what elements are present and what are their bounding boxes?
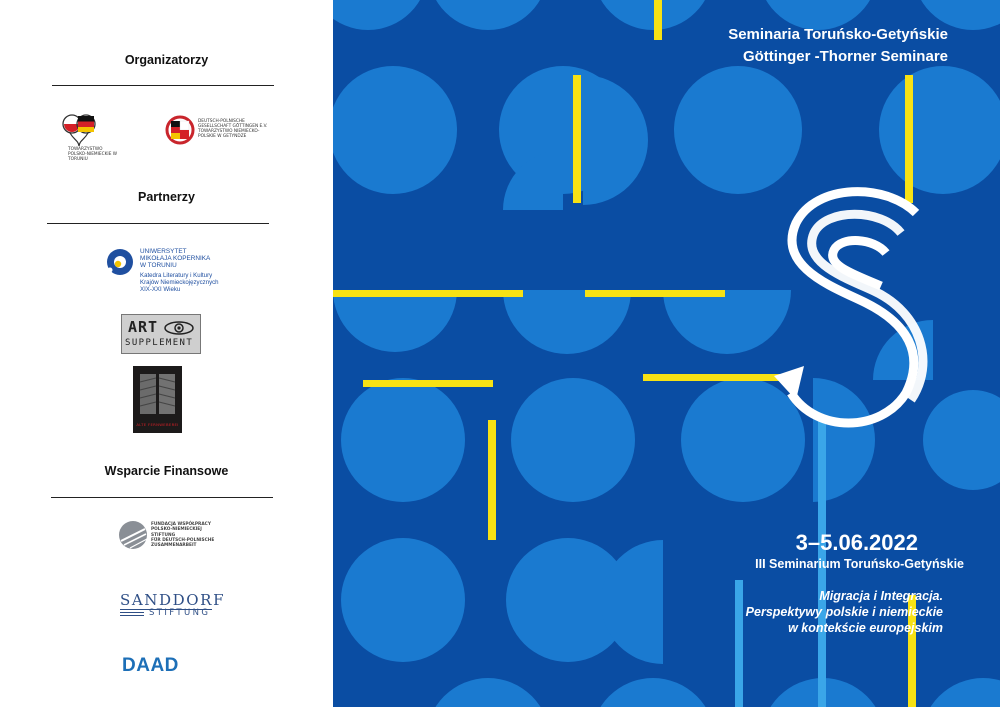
divider [51, 497, 273, 498]
tpn-logo [58, 110, 118, 165]
umk-logo [105, 245, 245, 295]
sanddorf-title: SANDDORF [120, 591, 226, 609]
umk-line1: UNIWERSYTET [140, 248, 187, 255]
fwpn-line5: ZUSAMMENARBEIT [151, 543, 197, 548]
poster-topic-line1: Migracja i Integracja. [819, 589, 943, 603]
sanddorf-rule [120, 615, 144, 616]
umk-line6: XIX-XXI Wieku [140, 286, 181, 293]
dpg-line4: POLSKIE W GETYNDZE [198, 134, 247, 139]
window-icon [133, 368, 182, 420]
heart-logo-icon [60, 110, 100, 148]
poster-topic-line3: w kontekście europejskim [788, 621, 943, 635]
umk-logo-icon [105, 247, 135, 277]
poster-date: 3–5.06.2022 [795, 530, 918, 555]
dpg-line3: TOWARZYSTWO NIEMIECKO- [198, 129, 260, 134]
fwpn-logo-icon [118, 520, 148, 550]
poster-panel [333, 0, 1000, 707]
fwpn-line2: POLSKO-NIEMIECKIEJ [151, 527, 202, 532]
dpg-logo [165, 113, 295, 153]
tpn-text: TOWARZYSTWO POLSKO-NIEMIECKIE W TORUNIU [68, 147, 118, 162]
daad-logo: DAAD [122, 655, 179, 676]
umk-line3: W TORUNIU [140, 262, 177, 269]
dpg-line2: GESELLSCHAFT GÖTTINGEN E.V. [198, 124, 268, 129]
divider [52, 85, 274, 86]
organizers-heading: Organizatorzy [124, 53, 209, 67]
umk-line4: Katedra Literatury i Kultury [140, 272, 213, 279]
funding-heading: Wsparcie Finansowe [104, 464, 229, 478]
fwpn-line1: FUNDACJA WSPÓŁPRACY [151, 522, 211, 527]
poster-title-de: Göttinger -Thorner Seminare [742, 48, 948, 65]
poster-topic-line2: Perspektywy polskie i niemieckie [745, 605, 943, 619]
art-supplement-line1: ART [128, 318, 159, 336]
art-supplement-line2: SUPPLEMENT [125, 338, 194, 348]
sidebar-panel [0, 0, 333, 707]
fwpn-line3: STIFTUNG [151, 533, 176, 538]
poster-seminar: III Seminarium Toruńsko-Getyńskie [755, 557, 964, 571]
sanddorf-rule [120, 612, 144, 613]
s-monogram-logo [756, 178, 956, 448]
partners-heading: Partnerzy [138, 190, 195, 204]
dpg-line1: DEUTSCH-POLNISCHE [198, 119, 245, 124]
book-title: ALTE FERNWEBEREI [136, 422, 179, 427]
divider [47, 223, 269, 224]
flag-circle-logo-icon [165, 113, 195, 147]
poster-title-pl: Seminaria Toruńsko-Getyńskie [728, 26, 948, 43]
book-cover-image [133, 366, 182, 433]
eye-icon [162, 320, 196, 336]
sanddorf-subtitle: STIFTUNG [149, 608, 211, 618]
fwpn-logo [118, 519, 228, 553]
umk-line5: Krajów Niemieckojęzycznych [140, 279, 219, 286]
umk-line2: MIKOŁAJA KOPERNIKA [140, 255, 211, 262]
art-supplement-logo [121, 314, 201, 354]
fwpn-line4: FÜR DEUTSCH-POLNISCHE [151, 538, 215, 543]
